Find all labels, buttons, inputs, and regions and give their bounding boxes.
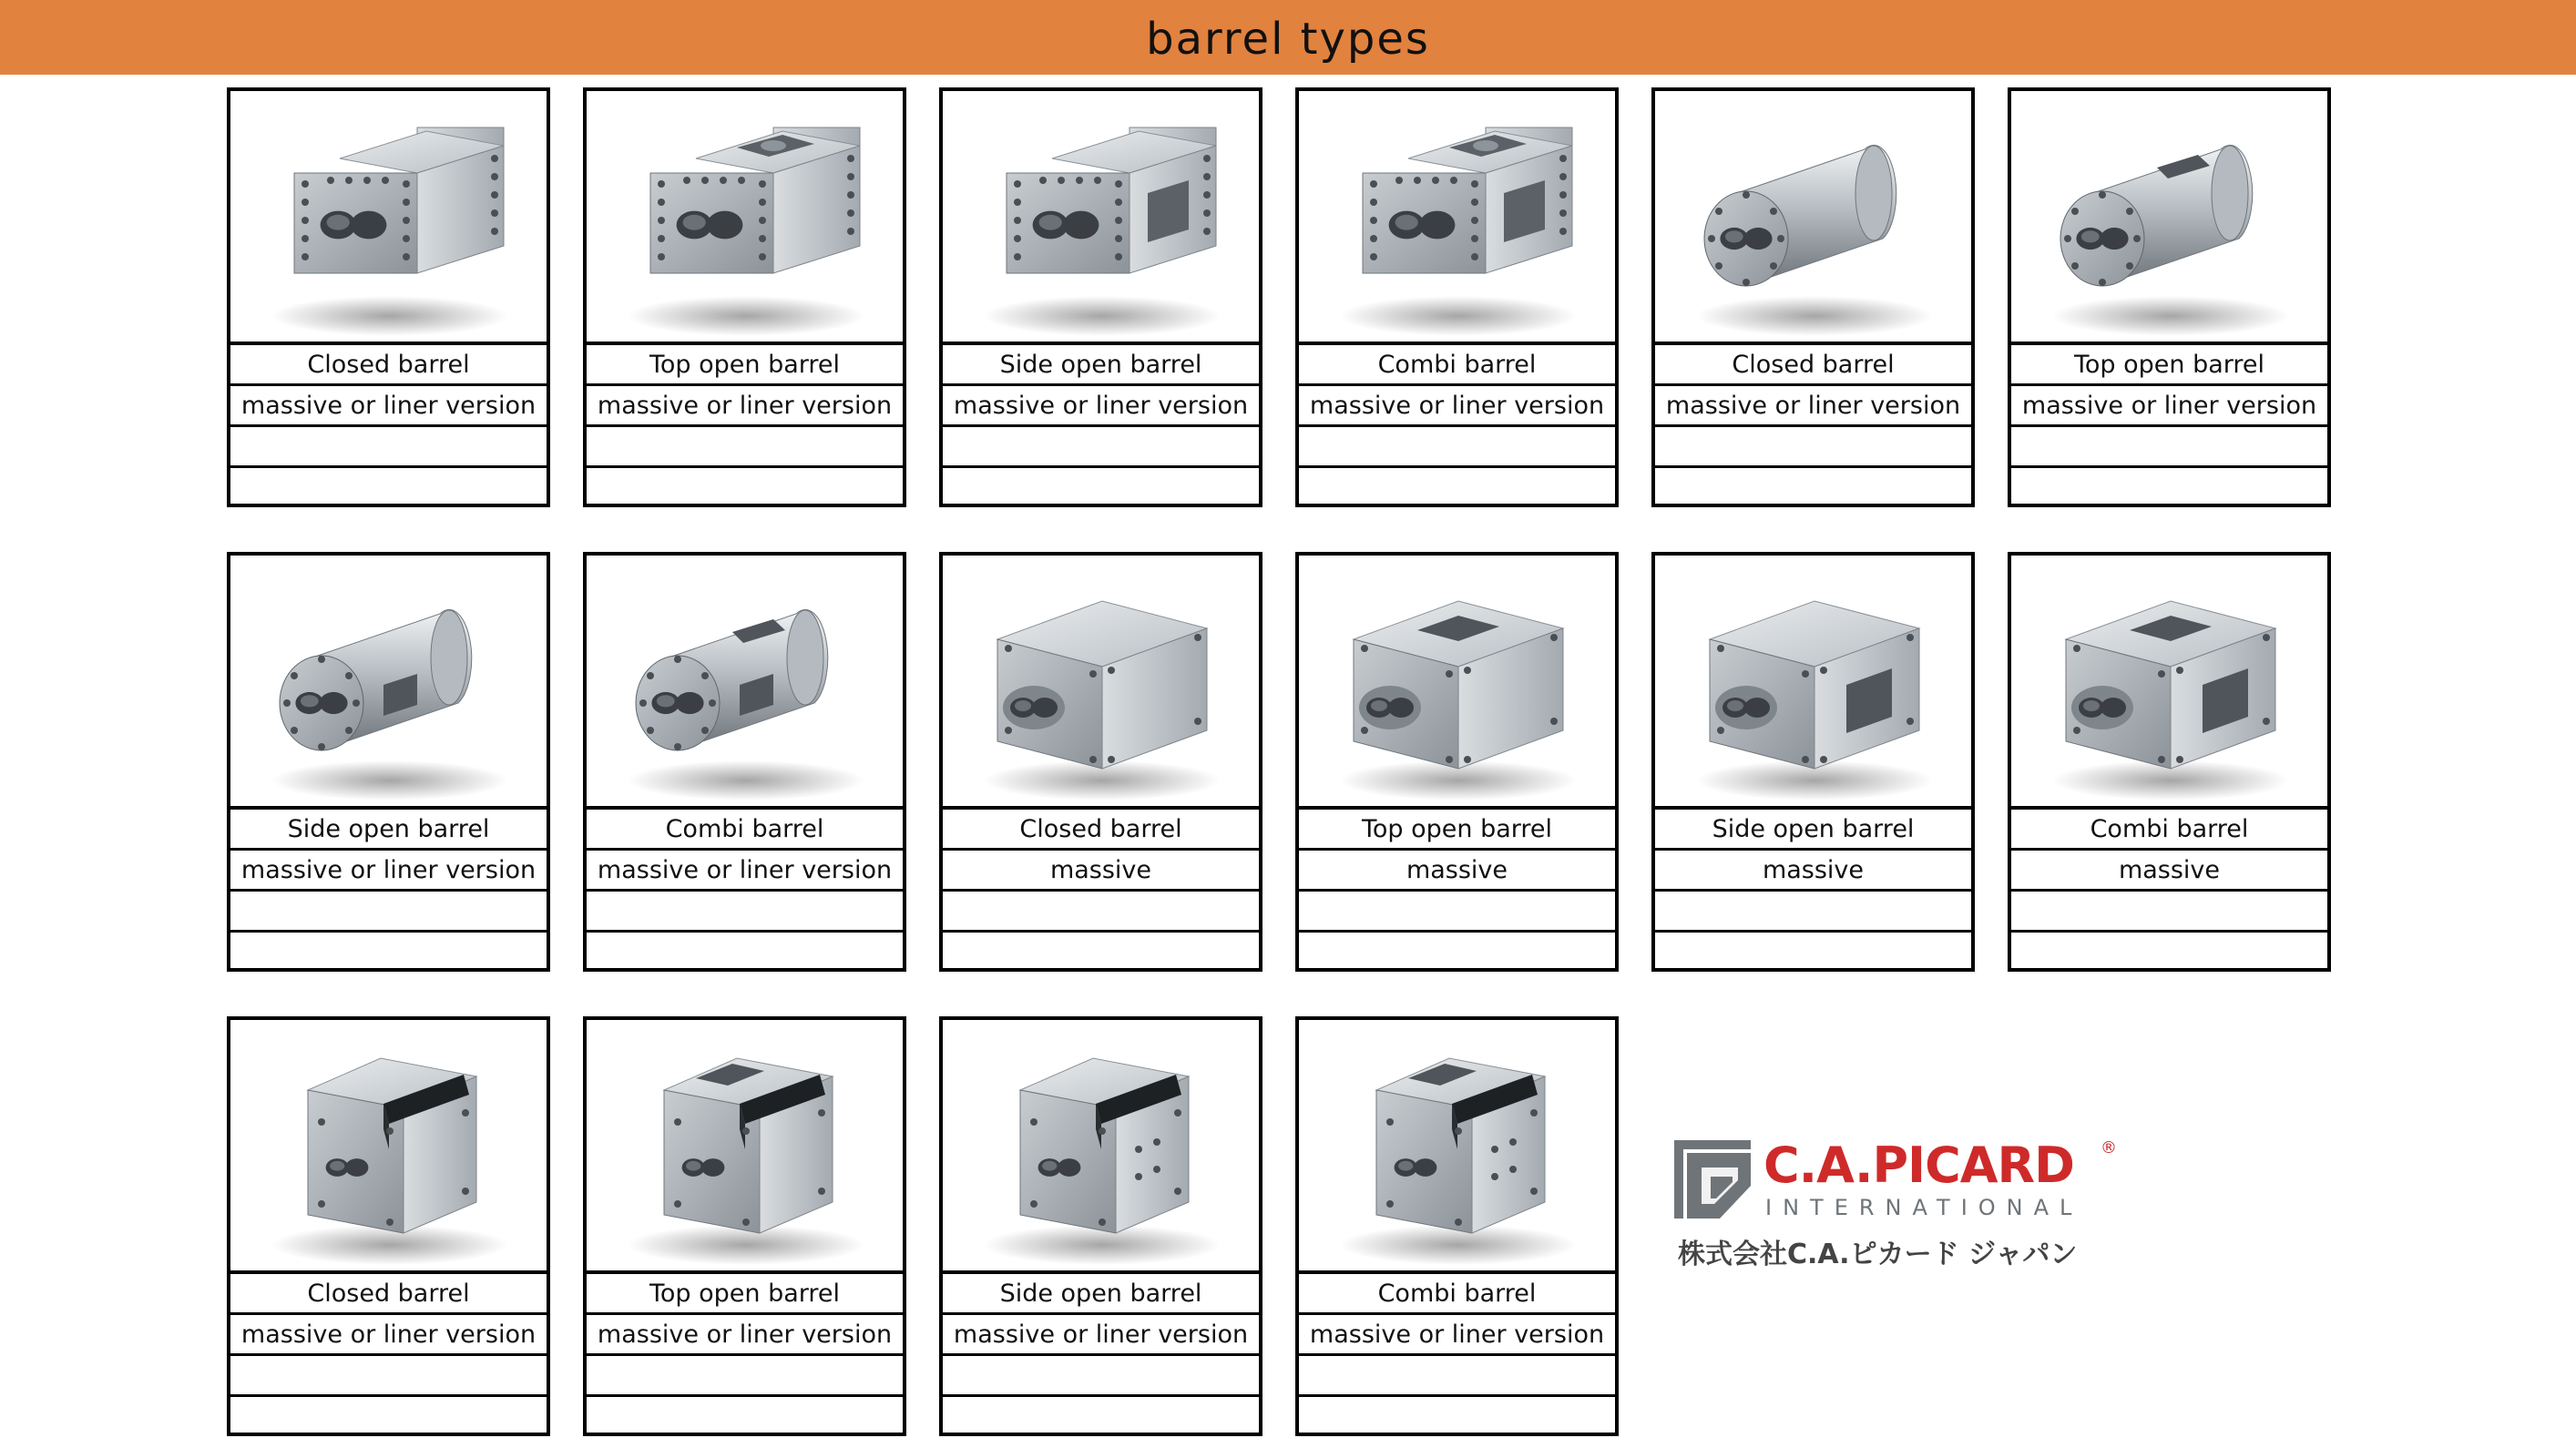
barrel-name: Combi barrel <box>1299 345 1615 386</box>
barrel-name: Combi barrel <box>2011 810 2327 851</box>
barrel-card <box>1295 552 1619 972</box>
barrel-image <box>1655 91 1971 345</box>
empty-row <box>230 892 547 933</box>
barrel-illustration-icon <box>943 556 1259 806</box>
empty-row <box>943 468 1259 504</box>
barrel-name: Closed barrel <box>230 1274 547 1315</box>
barrel-illustration-icon <box>587 556 903 806</box>
barrel-card <box>2008 87 2331 507</box>
barrel-card <box>1651 552 1975 972</box>
barrel-image <box>230 91 547 345</box>
empty-row <box>230 1397 547 1433</box>
barrel-card <box>583 1016 906 1436</box>
barrel-version: massive or liner version <box>230 851 547 892</box>
empty-row <box>943 1397 1259 1433</box>
empty-row <box>943 427 1259 468</box>
empty-row <box>2011 427 2327 468</box>
empty-row <box>1299 427 1615 468</box>
barrel-card <box>583 87 906 507</box>
barrel-version: massive or liner version <box>587 1315 903 1356</box>
barrel-image <box>587 556 903 810</box>
empty-row <box>587 892 903 933</box>
barrel-image <box>943 556 1259 810</box>
empty-row <box>1655 427 1971 468</box>
barrel-name: Top open barrel <box>1299 810 1615 851</box>
barrel-card <box>1295 87 1619 507</box>
barrel-name: Top open barrel <box>587 1274 903 1315</box>
empty-row <box>2011 892 2327 933</box>
barrel-name: Closed barrel <box>943 810 1259 851</box>
empty-row <box>943 1356 1259 1397</box>
barrel-version: massive or liner version <box>587 851 903 892</box>
barrel-version: massive <box>2011 851 2327 892</box>
barrel-illustration-icon <box>1299 556 1615 806</box>
barrel-illustration-icon <box>1299 1020 1615 1270</box>
barrel-image <box>2011 556 2327 810</box>
barrel-version: massive or liner version <box>1299 1315 1615 1356</box>
logo-japanese-name: 株式会社C.A.ピカード ジャパン <box>1678 1239 2078 1270</box>
barrel-illustration-icon <box>2011 91 2327 342</box>
empty-row <box>1299 1397 1615 1433</box>
page-title: barrel types <box>1146 14 1430 65</box>
barrel-name: Top open barrel <box>2011 345 2327 386</box>
empty-row <box>587 933 903 968</box>
empty-row <box>2011 933 2327 968</box>
barrel-card <box>939 87 1262 507</box>
company-logo <box>1672 1137 2128 1273</box>
barrel-card <box>2008 552 2331 972</box>
empty-row <box>1299 468 1615 504</box>
empty-row <box>1299 892 1615 933</box>
barrel-card <box>1295 1016 1619 1436</box>
empty-row <box>230 427 547 468</box>
barrel-image <box>587 1020 903 1274</box>
barrel-name: Top open barrel <box>587 345 903 386</box>
barrel-image <box>943 91 1259 345</box>
barrel-name: Side open barrel <box>943 345 1259 386</box>
empty-row <box>1299 933 1615 968</box>
barrel-image <box>1655 556 1971 810</box>
barrel-card <box>227 1016 550 1436</box>
logo-registered-mark: ® <box>2101 1138 2117 1157</box>
barrel-version: massive or liner version <box>943 386 1259 427</box>
barrel-card <box>583 552 906 972</box>
barrel-version: massive or liner version <box>230 386 547 427</box>
barrel-illustration-icon <box>230 1020 547 1270</box>
logo-subtitle: INTERNATIONAL <box>1765 1195 2083 1220</box>
empty-row <box>943 933 1259 968</box>
barrel-image <box>1299 1020 1615 1274</box>
barrel-illustration-icon <box>1655 91 1971 342</box>
barrel-image <box>587 91 903 345</box>
logo-brand-text: C.A.PICARD <box>1763 1137 2074 1194</box>
empty-row <box>230 468 547 504</box>
empty-row <box>587 1397 903 1433</box>
barrel-version: massive or liner version <box>943 1315 1259 1356</box>
empty-row <box>1299 1356 1615 1397</box>
barrel-card <box>939 1016 1262 1436</box>
barrel-version: massive <box>1299 851 1615 892</box>
barrel-illustration-icon <box>230 556 547 806</box>
barrel-image <box>943 1020 1259 1274</box>
barrel-version: massive <box>1655 851 1971 892</box>
barrel-version: massive or liner version <box>1655 386 1971 427</box>
barrel-illustration-icon <box>230 91 547 342</box>
barrel-illustration-icon <box>1655 556 1971 806</box>
barrel-name: Side open barrel <box>1655 810 1971 851</box>
barrel-card <box>939 552 1262 972</box>
empty-row <box>587 427 903 468</box>
barrel-name: Combi barrel <box>587 810 903 851</box>
barrel-version: massive or liner version <box>1299 386 1615 427</box>
barrel-image <box>1299 91 1615 345</box>
empty-row <box>1655 468 1971 504</box>
barrel-illustration-icon <box>943 1020 1259 1270</box>
barrel-image <box>1299 556 1615 810</box>
barrel-illustration-icon <box>1299 91 1615 342</box>
empty-row <box>587 468 903 504</box>
barrel-version: massive <box>943 851 1259 892</box>
cap-logo-mark-icon <box>1674 1140 1751 1219</box>
barrel-illustration-icon <box>587 91 903 342</box>
barrel-illustration-icon <box>943 91 1259 342</box>
barrel-image <box>230 1020 547 1274</box>
title-bar <box>0 0 2576 75</box>
barrel-name: Combi barrel <box>1299 1274 1615 1315</box>
barrel-name: Closed barrel <box>230 345 547 386</box>
barrel-image <box>230 556 547 810</box>
barrel-card <box>227 552 550 972</box>
barrel-version: massive or liner version <box>587 386 903 427</box>
barrel-name: Closed barrel <box>1655 345 1971 386</box>
barrel-name: Side open barrel <box>230 810 547 851</box>
barrel-name: Side open barrel <box>943 1274 1259 1315</box>
barrel-version: massive or liner version <box>230 1315 547 1356</box>
barrel-version: massive or liner version <box>2011 386 2327 427</box>
empty-row <box>230 933 547 968</box>
barrel-card <box>1651 87 1975 507</box>
barrel-image <box>2011 91 2327 345</box>
empty-row <box>943 892 1259 933</box>
empty-row <box>587 1356 903 1397</box>
empty-row <box>1655 933 1971 968</box>
barrel-illustration-icon <box>587 1020 903 1270</box>
barrel-card <box>227 87 550 507</box>
empty-row <box>1655 892 1971 933</box>
barrel-illustration-icon <box>2011 556 2327 806</box>
empty-row <box>2011 468 2327 504</box>
empty-row <box>230 1356 547 1397</box>
